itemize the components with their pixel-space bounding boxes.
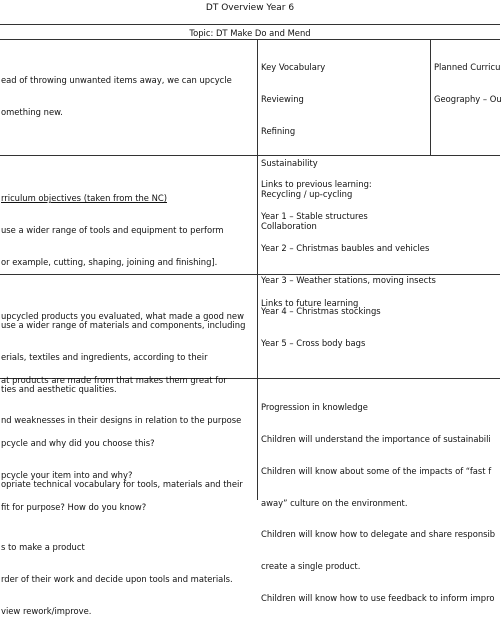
text-line: nd weaknesses in their designs in relation to the purpose	[1, 415, 242, 426]
text-line: view rework/improve.	[1, 605, 92, 616]
planned-curriculum-cell	[434, 41, 500, 154]
progression-item: Children will understand the importance of sustainabili	[261, 433, 491, 444]
topic-heading: Topic: DT Make Do and Mend	[189, 28, 311, 38]
text-line	[1, 511, 256, 522]
text-line: s to make a product	[1, 542, 85, 553]
progression-item: Children will know about some of the impacts of “fast f	[261, 465, 492, 476]
links-future-learning-cell	[261, 274, 499, 377]
text-line: ead of throwing unwanted items away, we can upcycle	[1, 75, 232, 86]
text-line: rder of their work and decide upon tools and materials.	[1, 574, 233, 585]
planned-curriculum-item: Geography – Ou	[434, 93, 502, 104]
row1-left-text	[1, 54, 256, 154]
text-line: use a wider range of materials and components, including	[1, 320, 246, 331]
text-line: omething new.	[1, 106, 63, 117]
links-previous-heading: Links to previous learning:	[261, 179, 372, 190]
progression-item: create a single product.	[261, 561, 361, 572]
vocabulary-item: Recycling / up-cycling	[261, 189, 353, 200]
previous-learning-item: Year 4 – Christmas stockings	[261, 306, 381, 317]
text-line: erials, textiles and ingredients, according to their	[1, 352, 208, 363]
progression-heading: Progression in knowledge	[261, 402, 368, 413]
progression-knowledge-cell	[261, 381, 499, 603]
col-divider-right	[430, 39, 431, 155]
document-title: DT Overview Year 6	[205, 3, 295, 13]
progression-item: Children will know how to use feedback to inform impro	[261, 592, 495, 603]
text-line	[1, 447, 256, 458]
text-line	[1, 343, 256, 354]
text-line: opriate technical vocabulary for tools, materials and their	[1, 478, 243, 489]
previous-learning-item: Year 5 – Cross body bags	[261, 338, 366, 349]
planned-curriculum-heading: Planned Curricu	[434, 62, 501, 73]
vocabulary-item: Refining	[261, 125, 296, 136]
text-line: use a wider range of tools and equipment to perform	[1, 224, 224, 235]
key-vocabulary-heading: Key Vocabulary	[261, 62, 326, 73]
text-line: pcycle and why did you choose this?	[1, 438, 155, 449]
vocabulary-item: Collaboration	[261, 221, 317, 232]
links-future-heading: Links to future learning	[261, 298, 359, 309]
progression-item: Children will know how to delegate and share responsib	[261, 529, 496, 540]
text-line: at products are made from that makes them great for	[1, 374, 227, 385]
previous-learning-item: Year 1 – Stable structures	[261, 210, 368, 221]
progression-item: away” culture on the environment.	[261, 497, 408, 508]
curriculum-objectives-heading: rriculum objectives (taken from the NC)	[1, 193, 167, 204]
previous-learning-item: Year 2 – Christmas baubles and vehicles	[261, 242, 430, 253]
topic-row-border	[0, 39, 500, 40]
previous-learning-item: Year 3 – Weather stations, moving insects	[261, 274, 436, 285]
table-top-border	[0, 24, 500, 25]
col-divider-left	[257, 39, 258, 500]
text-line: fit for purpose? How do you know?	[1, 501, 147, 512]
text-line: or example, cutting, shaping, joining and finishing].	[1, 256, 218, 267]
text-line: ties and aesthetic qualities.	[1, 383, 117, 394]
vocabulary-item: Reviewing	[261, 93, 304, 104]
vocabulary-item: Sustainability	[261, 157, 318, 168]
text-line: upcycled products you evaluated, what made a good new	[1, 311, 244, 322]
text-line: pcycle your item into and why?	[1, 470, 133, 481]
